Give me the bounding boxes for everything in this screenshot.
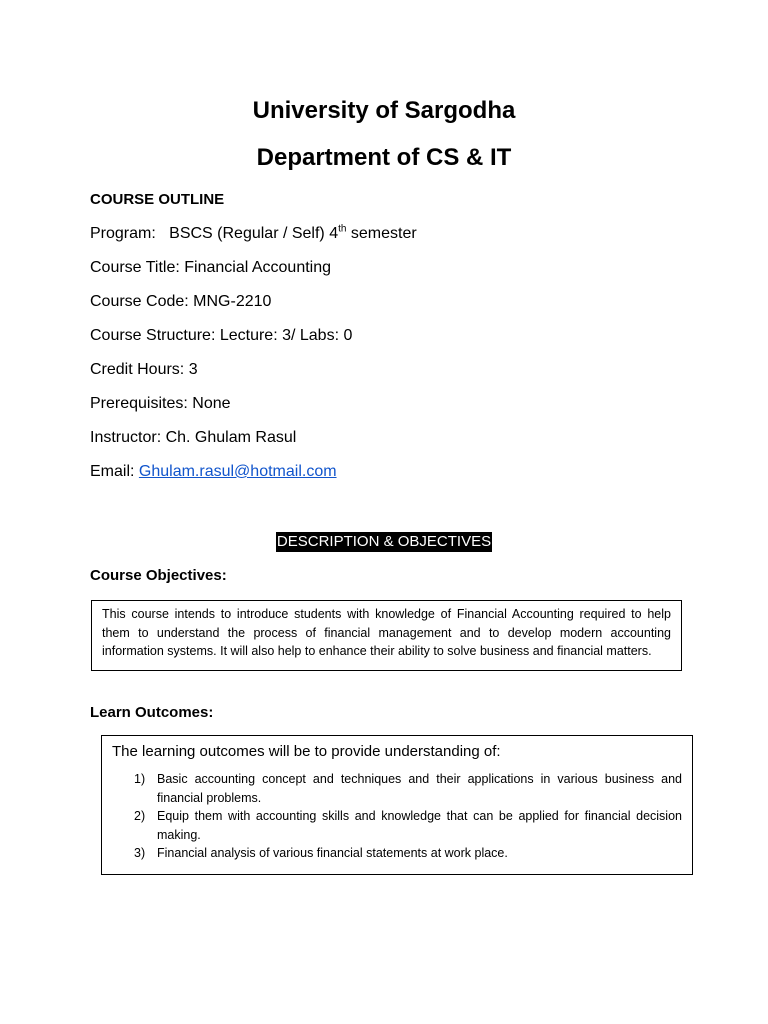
list-item-text: Financial analysis of various financial statements at work place. <box>157 846 508 860</box>
learn-outcomes-box <box>101 735 693 875</box>
learn-outcomes-list <box>112 770 682 863</box>
list-item <box>112 770 682 807</box>
credit-hours-line: Credit Hours: 3 <box>90 361 198 378</box>
list-item-number: 3) <box>134 846 146 860</box>
course-objectives-text: This course intends to introduce students with knowledge of Financial Accounting required to help them to understand the process of financial management and to develop modern accounting information systems. It will also help to enhance their ability to solve business and financial matters. <box>102 607 671 658</box>
program-label: Program: <box>90 225 156 242</box>
email-label: Email: <box>90 463 139 480</box>
description-banner-wrap <box>0 532 768 552</box>
email-line <box>90 462 337 482</box>
email-link[interactable]: Ghulam.rasul@hotmail.com <box>138 463 337 480</box>
learn-outcomes-intro: The learning outcomes will be to provide understanding of: <box>112 743 501 760</box>
list-item-text: Basic accounting concept and techniques and their applications in various business and financial problems. <box>157 772 682 805</box>
description-objectives-banner: DESCRIPTION & OBJECTIVES <box>276 533 492 550</box>
department-title: Department of CS & IT <box>256 144 512 171</box>
course-objectives-box <box>91 600 682 671</box>
program-line <box>90 224 417 244</box>
learn-outcomes-heading: Learn Outcomes: <box>90 704 214 721</box>
course-outline-heading: COURSE OUTLINE <box>90 191 225 208</box>
program-superscript: th <box>338 223 347 235</box>
list-item-text: Equip them with accounting skills and knowledge that can be applied for financial decision making. <box>157 809 682 842</box>
list-item <box>112 807 682 844</box>
program-suffix: semester <box>346 225 417 242</box>
university-title: University of Sargodha <box>252 97 516 124</box>
course-code-line: Course Code: MNG-2210 <box>90 293 272 310</box>
instructor-line: Instructor: Ch. Ghulam Rasul <box>90 429 297 446</box>
list-item-number: 1) <box>134 772 146 786</box>
list-item <box>112 844 682 863</box>
list-item-number: 2) <box>134 809 146 823</box>
program-value: BSCS (Regular / Self) 4 <box>169 225 339 242</box>
prerequisites-line: Prerequisites: None <box>90 395 231 412</box>
course-title-line: Course Title: Financial Accounting <box>90 259 332 276</box>
course-objectives-heading: Course Objectives: <box>90 567 227 584</box>
course-structure-line: Course Structure: Lecture: 3/ Labs: 0 <box>90 327 353 344</box>
